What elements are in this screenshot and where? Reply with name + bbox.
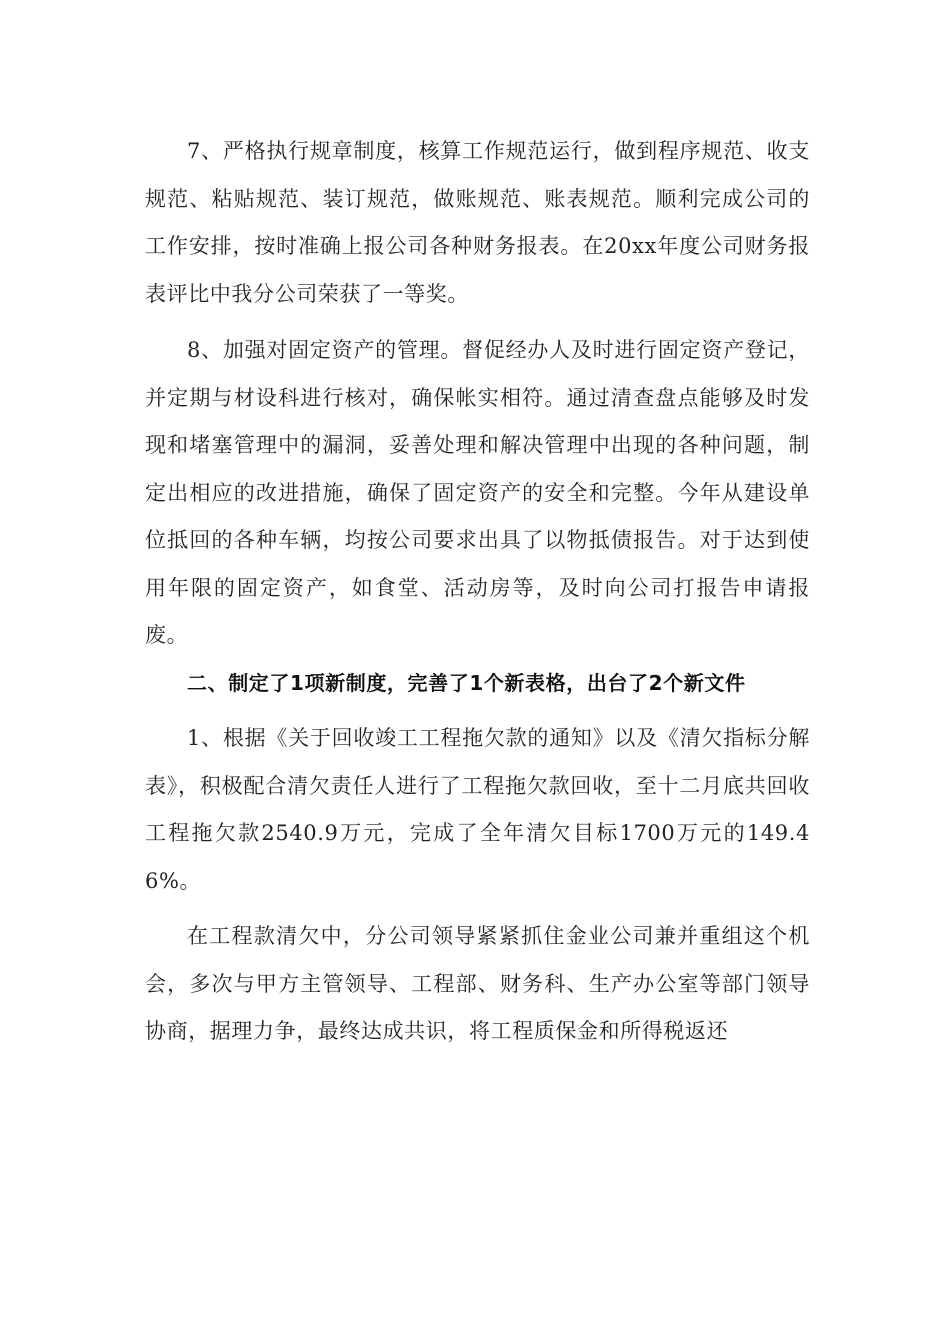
paragraph-item-7: 7、严格执行规章制度，核算工作规范运行，做到程序规范、收支规范、粘贴规范、装订规范，做账规范、账表规范。顺利完成公司的工作安排，按时准确上报公司各种财务报表。在20xx年度公司财务报表评比中我分公司荣获了一等奖。 (145, 139, 810, 306)
document-body (145, 128, 810, 1056)
section-heading-2: 二、制定了1项新制度，完善了1个新表格，出台了2个新文件 (187, 670, 746, 695)
paragraph-debt-collection: 在工程款清欠中，分公司领导紧紧抓住金业公司兼并重组这个机会，多次与甲方主管领导、工程部、财务科、生产办公室等部门领导协商，据理力争，最终达成共识，将工程质保金和所得税返还 (145, 924, 810, 1043)
paragraph-item-1: 1、根据《关于回收竣工工程拖欠款的通知》以及《清欠指标分解表》，积极配合清欠责任人进行了工程拖欠款回收，至十二月底共回收工程拖欠款2540.9万元，完成了全年清欠目标1700万元的149.46%。 (145, 726, 810, 893)
paragraph-item-8: 8、加强对固定资产的管理。督促经办人及时进行固定资产登记，并定期与材设科进行核对，确保帐实相符。通过清查盘点能够及时发现和堵塞管理中的漏洞，妥善处理和解决管理中出现的各种问题，制定出相应的改进措施，确保了固定资产的安全和完整。今年从建设单位抵回的各种车辆，均按公司要求出具了以物抵债报告。对于达到使用年限的固定资产，如食堂、活动房等，及时向公司打报告申请报废。 (145, 338, 810, 647)
